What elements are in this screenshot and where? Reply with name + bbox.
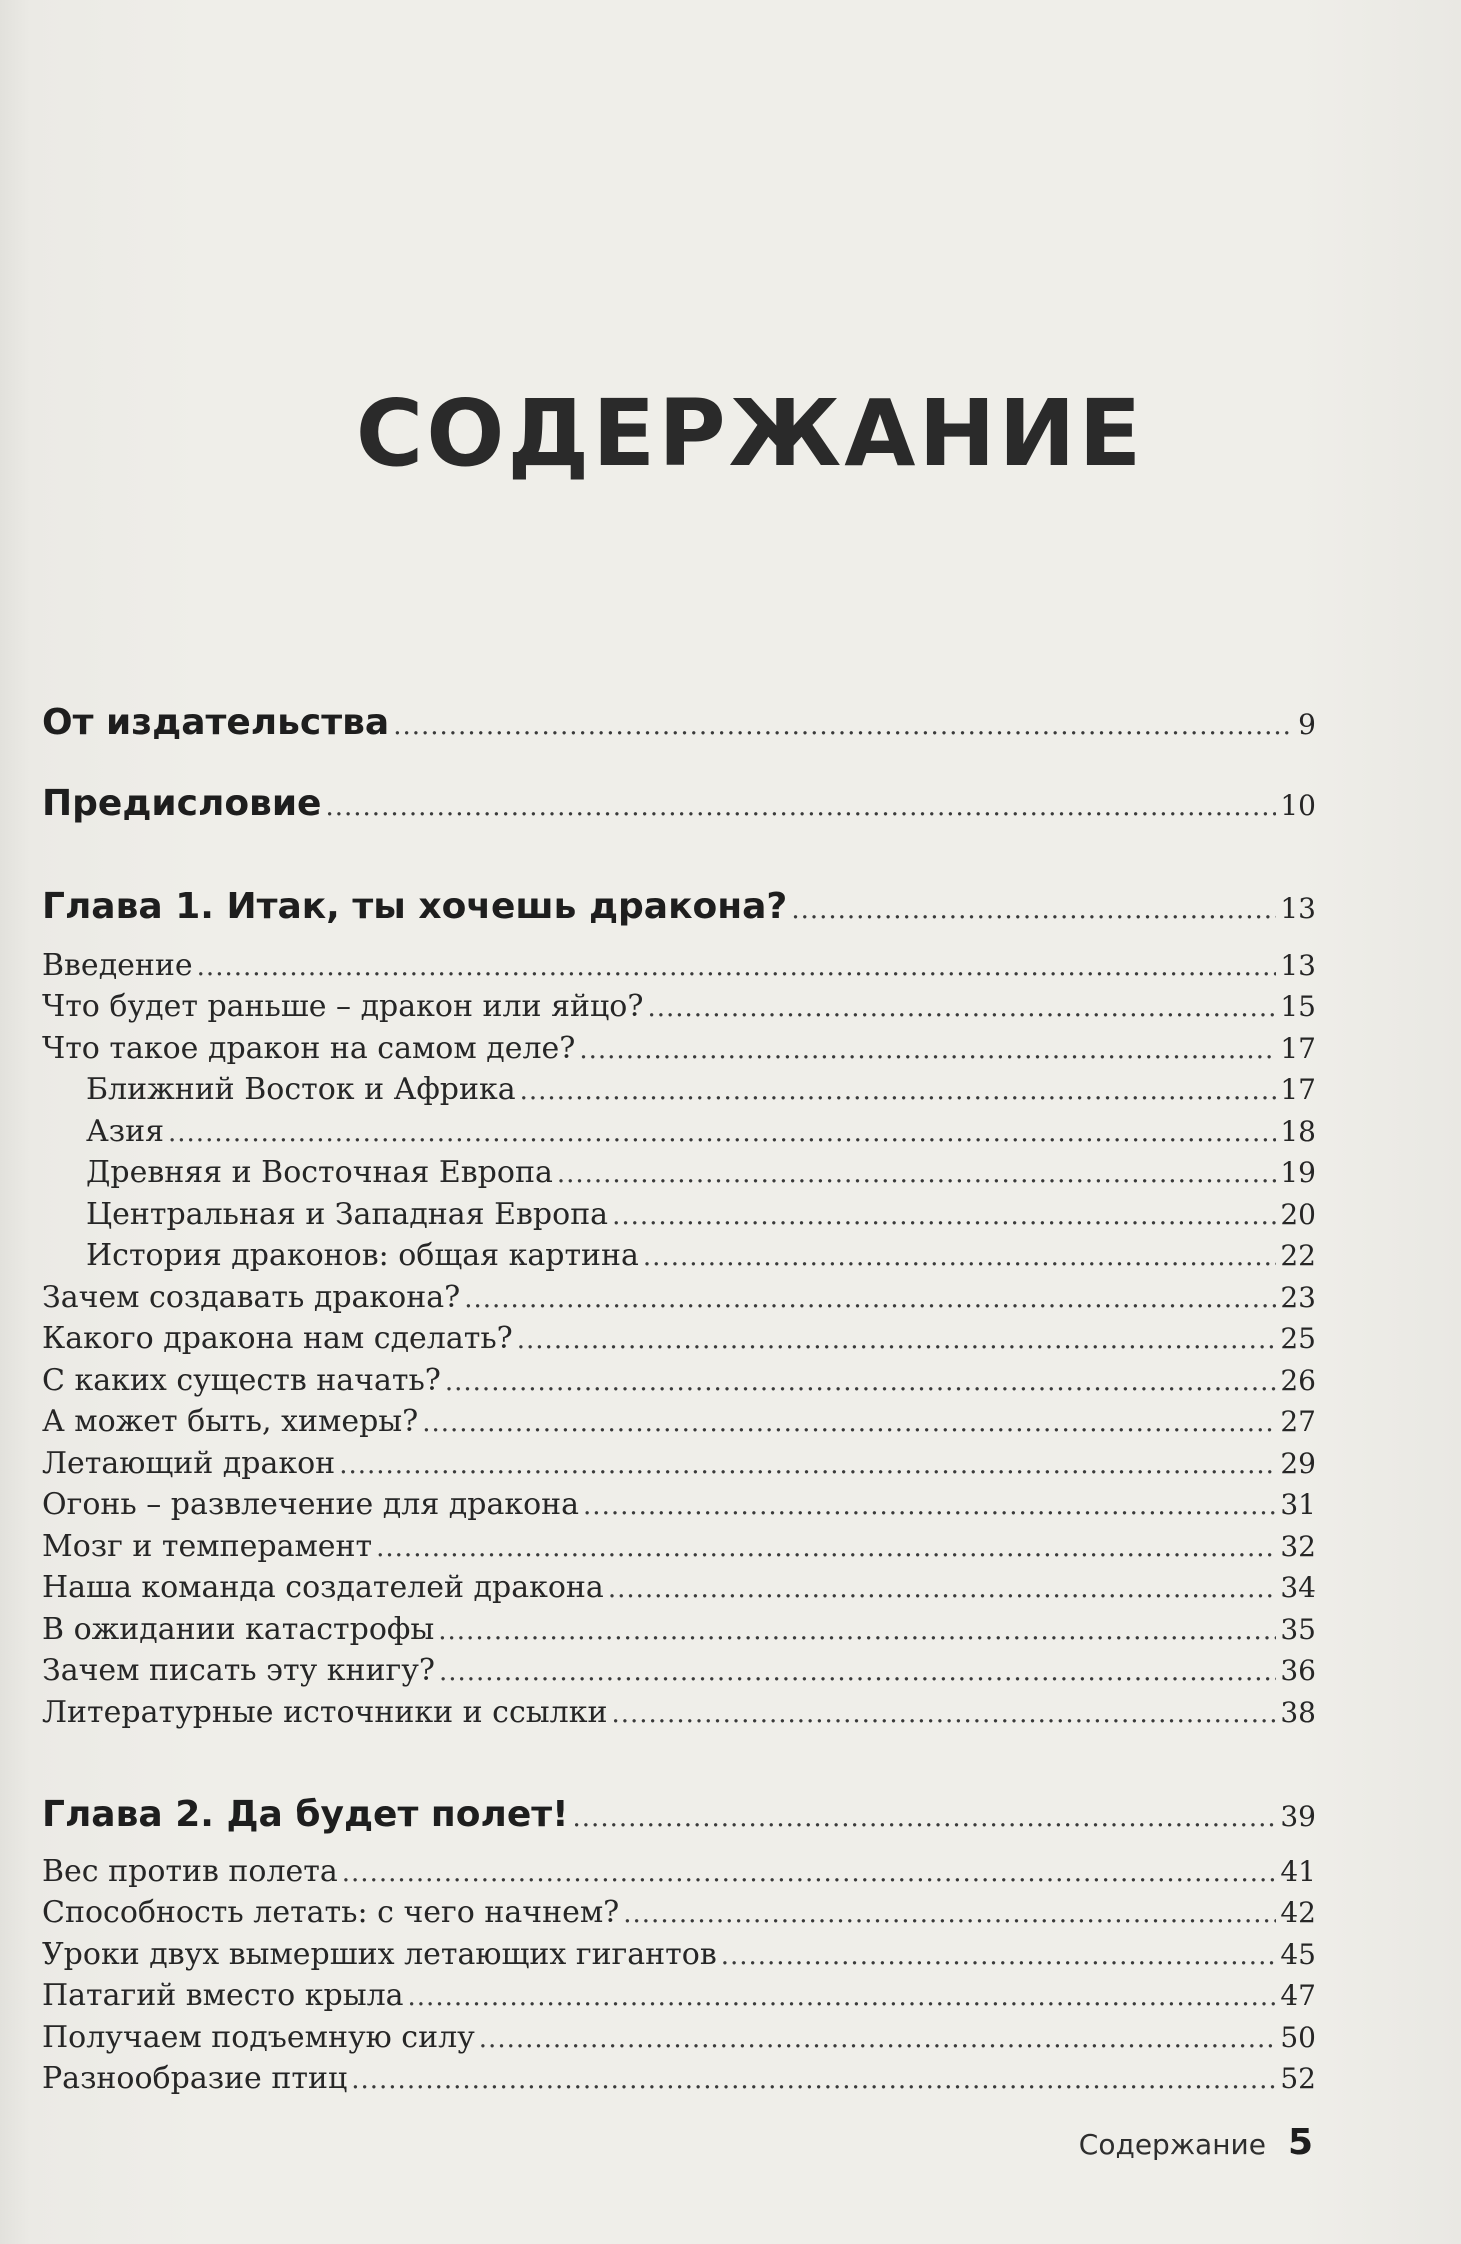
toc-entry xyxy=(42,1280,1316,1315)
toc-entry-label: Древняя и Восточная Европа xyxy=(86,1155,553,1190)
toc-page-number: 31 xyxy=(1280,1488,1316,1521)
toc-entry xyxy=(42,1895,1316,1930)
toc-entry-label: Наша команда создателей дракона xyxy=(42,1570,604,1605)
toc-entry xyxy=(42,1031,1316,1066)
page-title: СОДЕРЖАНИЕ xyxy=(355,380,1145,487)
toc-page-number: 20 xyxy=(1280,1198,1316,1231)
toc-page-number: 39 xyxy=(1280,1800,1316,1833)
toc-page-number: 47 xyxy=(1280,1979,1316,2012)
toc-entry-label: А может быть, химеры? xyxy=(42,1404,419,1439)
toc-page-number: 22 xyxy=(1280,1239,1316,1272)
toc-entry-label: С каких существ начать? xyxy=(42,1363,441,1398)
toc-leader-dots xyxy=(351,2065,1276,2095)
toc-entry xyxy=(42,1854,1316,1889)
toc-subentry xyxy=(86,1238,1316,1273)
toc-leader-dots xyxy=(168,1118,1276,1148)
toc-entry-label: Огонь – развлечение для дракона xyxy=(42,1487,580,1522)
toc-entry-publisher xyxy=(42,702,1316,743)
toc-entry-label: Глава 2. Да будет полет! xyxy=(42,1794,569,1835)
toc-leader-dots xyxy=(339,1450,1276,1480)
toc-page-number: 38 xyxy=(1280,1696,1316,1729)
toc-entry xyxy=(42,989,1316,1024)
toc-page-number: 50 xyxy=(1280,2021,1316,2054)
toc-page-number: 52 xyxy=(1280,2062,1316,2095)
toc-entry-label: Предисловие xyxy=(42,783,322,824)
toc-entry-label: Получаем подъемную силу xyxy=(42,2020,475,2055)
toc-page-number: 34 xyxy=(1280,1571,1316,1604)
toc-entry-label: Центральная и Западная Европа xyxy=(86,1197,609,1232)
toc-page-number: 35 xyxy=(1280,1613,1316,1646)
toc-leader-dots xyxy=(791,895,1276,925)
toc-entry-label: Азия xyxy=(86,1114,165,1149)
toc-entry-label: Способность летать: с чего начнем? xyxy=(42,1895,620,1930)
toc-page-number: 17 xyxy=(1280,1073,1316,1106)
toc-entry xyxy=(42,1321,1316,1356)
toc-entry xyxy=(42,1612,1316,1647)
toc-entry xyxy=(42,1446,1316,1481)
toc-entry xyxy=(42,1653,1316,1688)
toc-leader-dots xyxy=(445,1367,1276,1397)
toc-leader-dots xyxy=(583,1491,1276,1521)
toc-entry-label: История драконов: общая картина xyxy=(86,1238,639,1273)
toc-entry xyxy=(42,2020,1316,2055)
toc-leader-dots xyxy=(579,1035,1276,1065)
toc-entry xyxy=(42,1937,1316,1972)
toc-entry-label: Глава 1. Итак, ты хочешь дракона? xyxy=(42,886,788,927)
toc-page-number: 13 xyxy=(1280,892,1316,925)
toc-entry-label: Что такое дракон на самом деле? xyxy=(42,1031,576,1066)
toc-entry-label: Ближний Восток и Африка xyxy=(86,1072,516,1107)
toc-entry xyxy=(42,1363,1316,1398)
toc-entry-label: Зачем писать эту книгу? xyxy=(42,1653,435,1688)
toc-entry xyxy=(42,1404,1316,1439)
toc-subentry xyxy=(86,1155,1316,1190)
toc-leader-dots xyxy=(464,1284,1276,1314)
toc-page-number: 45 xyxy=(1280,1938,1316,1971)
toc-leader-dots xyxy=(325,792,1276,822)
toc-leader-dots xyxy=(422,1408,1276,1438)
toc-entry xyxy=(42,948,1316,983)
toc-entry-label: Мозг и темперамент xyxy=(42,1529,373,1564)
toc-leader-dots xyxy=(611,1699,1276,1729)
toc-entry-label: Патагий вместо крыла xyxy=(42,1978,404,2013)
toc-entry-preface xyxy=(42,783,1316,824)
toc-entry xyxy=(42,1978,1316,2013)
toc-leader-dots xyxy=(721,1941,1277,1971)
toc-page-number: 9 xyxy=(1298,708,1316,741)
toc-entry-label: Уроки двух вымерших летающих гигантов xyxy=(42,1937,717,1972)
toc-subentry xyxy=(86,1114,1316,1149)
toc-chapter-2 xyxy=(42,1794,1316,1835)
toc-entry-label: Что будет раньше – дракон или яйцо? xyxy=(42,989,644,1024)
toc-entry-label: Зачем создавать дракона? xyxy=(42,1280,461,1315)
toc-page-number: 18 xyxy=(1280,1115,1316,1148)
toc-subentry xyxy=(86,1197,1316,1232)
toc-leader-dots xyxy=(573,1803,1277,1833)
page-number: 5 xyxy=(1287,2122,1313,2163)
toc-entry xyxy=(42,1487,1316,1522)
toc-page-number: 27 xyxy=(1280,1405,1316,1438)
toc-entry xyxy=(42,2061,1316,2096)
toc-leader-dots xyxy=(438,1616,1276,1646)
toc-leader-dots xyxy=(517,1325,1277,1355)
toc-entry-label: В ожидании катастрофы xyxy=(42,1612,435,1647)
toc-entry-label: Введение xyxy=(42,948,193,983)
toc-entry-label: Вес против полета xyxy=(42,1854,338,1889)
toc-leader-dots xyxy=(393,711,1294,741)
toc-page-number: 26 xyxy=(1280,1364,1316,1397)
toc-chapter-1 xyxy=(42,886,1316,927)
toc-page-number: 36 xyxy=(1280,1654,1316,1687)
toc-page-number: 41 xyxy=(1280,1855,1316,1888)
toc-subentry xyxy=(86,1072,1316,1107)
toc-leader-dots xyxy=(643,1242,1276,1272)
toc-entry xyxy=(42,1570,1316,1605)
toc-page-number: 23 xyxy=(1280,1281,1316,1314)
toc-leader-dots xyxy=(342,1858,1277,1888)
toc-page-number: 10 xyxy=(1280,789,1316,822)
toc-page-number: 25 xyxy=(1280,1322,1316,1355)
toc-entry xyxy=(42,1529,1316,1564)
toc-page-number: 19 xyxy=(1280,1156,1316,1189)
toc-leader-dots xyxy=(376,1533,1276,1563)
toc-leader-dots xyxy=(557,1159,1277,1189)
toc-entry-label: Какого дракона нам сделать? xyxy=(42,1321,513,1356)
toc-leader-dots xyxy=(647,993,1276,1023)
toc-page-number: 29 xyxy=(1280,1447,1316,1480)
toc-page-number: 15 xyxy=(1280,990,1316,1023)
toc-leader-dots xyxy=(623,1899,1276,1929)
toc-entry-label: Летающий дракон xyxy=(42,1446,336,1481)
toc-page-number: 42 xyxy=(1280,1896,1316,1929)
toc-leader-dots xyxy=(439,1657,1276,1687)
page-footer xyxy=(1079,2122,1313,2163)
toc-page-number: 13 xyxy=(1280,949,1316,982)
toc-entry-label: От издательства xyxy=(42,702,390,743)
toc-leader-dots xyxy=(479,2024,1277,2054)
toc-page-number: 32 xyxy=(1280,1530,1316,1563)
toc-leader-dots xyxy=(197,952,1277,982)
toc-leader-dots xyxy=(612,1201,1276,1231)
toc-leader-dots xyxy=(408,1982,1277,2012)
toc-leader-dots xyxy=(608,1574,1277,1604)
toc-page-number: 17 xyxy=(1280,1032,1316,1065)
toc-leader-dots xyxy=(520,1076,1277,1106)
toc-entry-label: Литературные источники и ссылки xyxy=(42,1695,608,1730)
running-head: Содержание xyxy=(1078,2128,1266,2161)
toc-entry-label: Разнообразие птиц xyxy=(42,2061,348,2096)
toc-entry xyxy=(42,1695,1316,1730)
